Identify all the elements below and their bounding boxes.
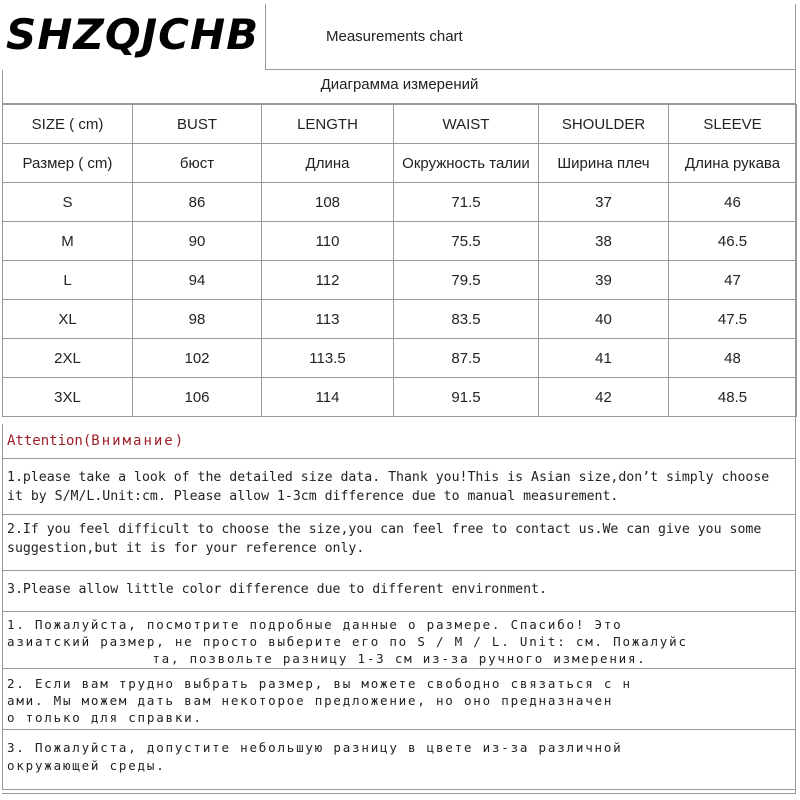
table-cell: 86 — [133, 183, 262, 222]
attention-ru: Внимание — [91, 433, 175, 449]
table-cell: 47.5 — [669, 300, 797, 339]
header-cell: Длина — [262, 144, 394, 183]
note-ru-2 — [2, 669, 796, 730]
table-cell: 39 — [539, 261, 669, 300]
table-row — [3, 300, 797, 339]
table-cell: 75.5 — [394, 222, 539, 261]
table-cell: 112 — [262, 261, 394, 300]
table-cell: 46.5 — [669, 222, 797, 261]
table-cell: 90 — [133, 222, 262, 261]
table-cell: 114 — [262, 378, 394, 417]
header-row-en — [3, 105, 797, 144]
table-cell: 37 — [539, 183, 669, 222]
note-line: 1. Пожалуйста, посмотрите подробные данные о размере. Спасибо! Это — [7, 617, 623, 632]
note-en-1 — [2, 459, 796, 515]
table-cell: 48.5 — [669, 378, 797, 417]
header-cell: SHOULDER — [539, 105, 669, 144]
attention-en: Attention( — [7, 433, 92, 449]
header-cell: Длина рукава — [669, 144, 797, 183]
table-row — [3, 378, 797, 417]
header-cell: SIZE ( cm) — [3, 105, 133, 144]
note-line: 2.If you feel difficult to choose the size,you can feel free to contact us.We can give you some — [7, 522, 762, 537]
header-cell: SLEEVE — [669, 105, 797, 144]
table-cell: 94 — [133, 261, 262, 300]
table-cell: 2XL — [3, 339, 133, 378]
attention-close: ) — [174, 433, 184, 449]
title-row — [265, 4, 796, 70]
table-cell: 102 — [133, 339, 262, 378]
table-cell: 48 — [669, 339, 797, 378]
table-cell: 110 — [262, 222, 394, 261]
note-line: suggestion,but it is for your reference only. — [7, 541, 365, 556]
note-line: 1.please take a look of the detailed size data. Thank you!This is Asian size,don’t simply choose — [7, 470, 770, 485]
note-en-2 — [2, 515, 796, 571]
header-cell: LENGTH — [262, 105, 394, 144]
header-cell: Окружность талии — [394, 144, 539, 183]
header-cell: WAIST — [394, 105, 539, 144]
table-cell: 47 — [669, 261, 797, 300]
table-cell: L — [3, 261, 133, 300]
note-line: окружающей среды. — [7, 758, 166, 773]
chart-subtitle: Диаграмма измерений — [2, 70, 796, 104]
size-table — [2, 104, 797, 417]
table-cell: 46 — [669, 183, 797, 222]
table-cell: 98 — [133, 300, 262, 339]
header-cell: BUST — [133, 105, 262, 144]
table-cell: 113 — [262, 300, 394, 339]
table-cell: XL — [3, 300, 133, 339]
note-line: азиатский размер, не просто выберите его по S / M / L. Unit: см. Пожалуйс — [7, 634, 688, 649]
table-cell: 3XL — [3, 378, 133, 417]
note-line: 2. Если вам трудно выбрать размер, вы можете свободно связаться с н — [7, 676, 632, 691]
note-line: о только для справки. — [7, 710, 203, 725]
table-cell: 41 — [539, 339, 669, 378]
note-line: та, позвольте разницу 1-3 см из-за ручного измерения. — [152, 651, 647, 666]
table-row — [3, 261, 797, 300]
table-cell: 38 — [539, 222, 669, 261]
note-line: ами. Мы можем дать вам некоторое предложение, но оно предназначен — [7, 693, 614, 708]
table-cell: 106 — [133, 378, 262, 417]
table-row — [3, 222, 797, 261]
header-row-ru — [3, 144, 797, 183]
table-cell: 79.5 — [394, 261, 539, 300]
table-cell: 108 — [262, 183, 394, 222]
header-cell: бюст — [133, 144, 262, 183]
table-cell: 40 — [539, 300, 669, 339]
table-cell: S — [3, 183, 133, 222]
table-cell: 113.5 — [262, 339, 394, 378]
table-row — [3, 183, 797, 222]
note-ru-1 — [2, 612, 796, 669]
table-cell: 42 — [539, 378, 669, 417]
table-cell: 71.5 — [394, 183, 539, 222]
chart-title: Measurements chart — [326, 28, 463, 45]
note-line: 3. Пожалуйста, допустите небольшую разницу в цвете из-за различной — [7, 740, 623, 755]
attention-heading — [2, 424, 796, 459]
notes-section — [2, 424, 796, 790]
header-cell: Размер ( cm) — [3, 144, 133, 183]
header-cell: Ширина плеч — [539, 144, 669, 183]
note-en-3 — [2, 571, 796, 612]
note-line: 3.Please allow little color difference due to different environment. — [7, 582, 547, 597]
table-cell: 91.5 — [394, 378, 539, 417]
table-row — [3, 339, 797, 378]
table-cell: 83.5 — [394, 300, 539, 339]
note-ru-3 — [2, 730, 796, 790]
table-cell: M — [3, 222, 133, 261]
table-cell: 87.5 — [394, 339, 539, 378]
note-line: it by S/M/L.Unit:cm. Please allow 1-3cm difference due to manual measurement. — [7, 489, 619, 504]
brand-logo: SHZQJCHB — [6, 10, 260, 59]
